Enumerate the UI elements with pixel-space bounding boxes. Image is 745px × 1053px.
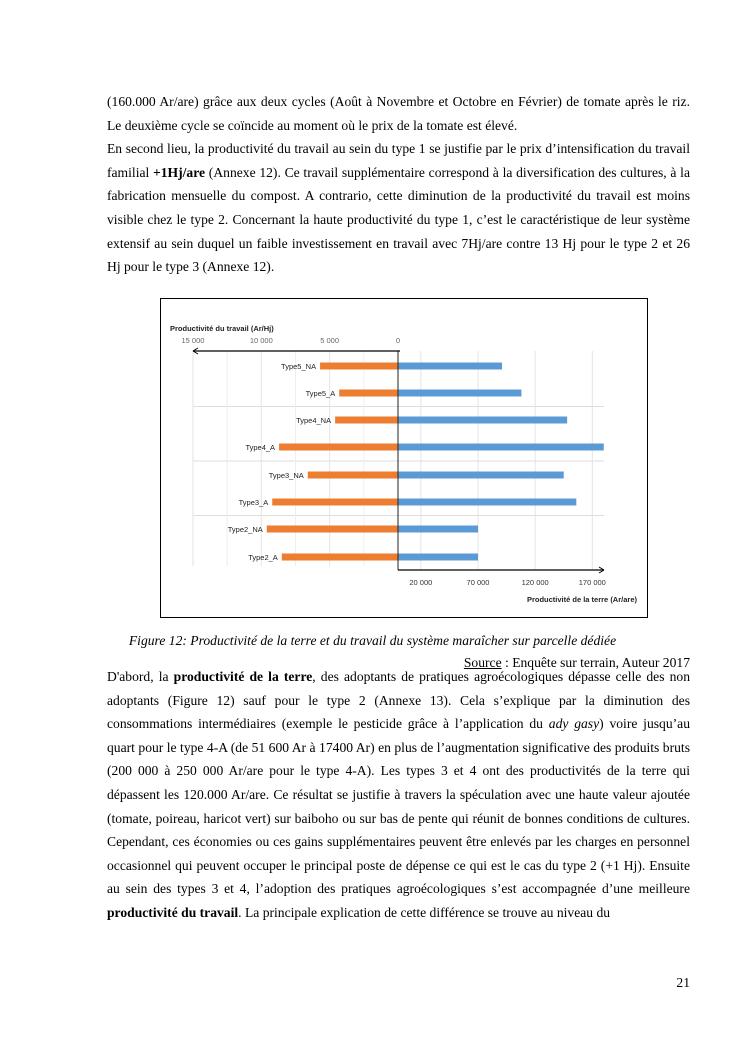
bottom-axis-title: Productivité de la terre (Ar/are)	[526, 595, 637, 604]
category-label: Type2_A	[248, 553, 278, 562]
top-tick-label: 0	[395, 336, 401, 345]
bar-labor-type5_a	[339, 390, 398, 397]
category-label: Type4_A	[245, 443, 276, 452]
paragraph-land-productivity	[107, 665, 690, 925]
text-run: . La principale explication de cette différence se trouve au niveau du	[238, 904, 611, 920]
bar-land-type4_na	[398, 417, 567, 424]
bar-land-type2_na	[398, 526, 478, 533]
source-text: : Enquête sur terrain, Auteur 2017	[501, 655, 690, 670]
category-label: Type5_A	[305, 389, 336, 398]
figure-caption: Figure 12: Productivité de la terre et du travail du système maraîcher sur parcelle dédiée	[128, 633, 617, 648]
italic-text: ady gasy	[548, 716, 600, 732]
bar-land-type3_na	[398, 472, 564, 479]
category-label: Type3_A	[238, 498, 269, 507]
top-axis-title: Productivité du travail (Ar/Hj)	[170, 324, 274, 333]
bar-labor-type5_na	[320, 363, 398, 370]
bold-text: productivité du travail	[107, 904, 239, 920]
bottom-tick-label: 70 000	[466, 578, 490, 587]
bar-labor-type2_a	[282, 554, 398, 561]
bold-text: productivité de la terre	[173, 669, 313, 684]
top-tick-label: 15 000	[181, 336, 205, 345]
bar-land-type5_na	[398, 363, 502, 370]
top-tick-label: 10 000	[249, 336, 273, 345]
text-run: ) voire jusqu’au quart pour le type 4-A (de 51 600 Ar à 17400 Ar) en plus de l’augmentation significative des produits bruts (200 000 à 250 000 Ar/are pour le type 4-A). Les types 3 et 4 ont des productivités de la terre qui dépassent les 120.000 Ar/are. Ce résultat se justifie à travers la spéculation avec une haute valeur ajoutée (tomate, poireau, haricot vert) sur baiboho ou sur bas de pente qui réunit de bonnes conditions de cultures. Cependant, ces économies ou ces gains supplémentaires peuvent être enlevés par les charges en personnel occasionnel qui peuvent occuper le principal poste de dépense ce qui est le cas du type 2 (+1 Hj). Ensuite au sein des types 3 et 4, l’adoption des pratiques agroécologiques s’est accompagnée d’une meilleure	[107, 716, 691, 897]
category-label: Type5_NA	[281, 362, 317, 371]
bottom-tick-label: 20 000	[409, 578, 433, 587]
bar-labor-type4_a	[279, 444, 398, 451]
paragraph-labor-productivity	[107, 90, 690, 279]
bar-land-type3_a	[398, 499, 576, 506]
figure-12-chart	[160, 298, 648, 618]
category-label: Type3_NA	[268, 471, 304, 480]
text-run: , des adoptants de pratiques agroécologiques dépasse celle des non adoptants (Figure 12) sauf pour le type 2 (Annexe 13). Cela s’explique par la diminution des consommations intermédiaires (exemple le pesticide grâce à l’application du	[107, 669, 691, 732]
page-number: 21	[676, 975, 690, 990]
category-label: Type2_NA	[227, 525, 263, 534]
source-label: Source	[463, 655, 502, 670]
top-tick-label: 5 000	[320, 336, 340, 345]
bottom-tick-label: 120 000	[521, 578, 549, 587]
bar-labor-type3_na	[308, 472, 398, 479]
bar-land-type2_a	[398, 554, 478, 561]
text-run: D'abord, la	[107, 669, 174, 684]
bar-labor-type3_a	[272, 499, 398, 506]
bar-land-type4_a	[398, 444, 604, 451]
text-run: (Annexe 12). Ce travail supplémentaire correspond à la diversification des cultures, à la fabrication mensuelle du compost. A contrario, cette diminution de la productivité du travail est moins visible chez le type 2. Concernant la haute productivité du type 1, c’est le caractéristique de leur système extensif au sein duquel un faible investissement en travail avec 7Hj/are contre 13 Hj pour le type 2 et 26 Hj pour le type 3 (Annexe 12).	[107, 164, 690, 275]
bar-labor-type2_na	[267, 526, 398, 533]
bottom-tick-label: 170 000	[578, 578, 606, 587]
butterfly-bar-chart	[161, 299, 647, 617]
text-run: En second lieu, la productivité du travail au sein du type 1 se justifie par le prix d’intensification du travail familial	[107, 141, 690, 180]
bold-text: +1Hj/are	[153, 164, 206, 180]
bar-labor-type4_na	[335, 417, 398, 424]
text-run: (160.000 Ar/are) grâce aux deux cycles (Août à Novembre et Octobre en Février) de tomate après le riz. Le deuxième cycle se coïncide au moment où le prix de la tomate est élevé.	[107, 94, 690, 133]
bar-land-type5_a	[398, 390, 521, 397]
category-label: Type4_NA	[296, 416, 332, 425]
